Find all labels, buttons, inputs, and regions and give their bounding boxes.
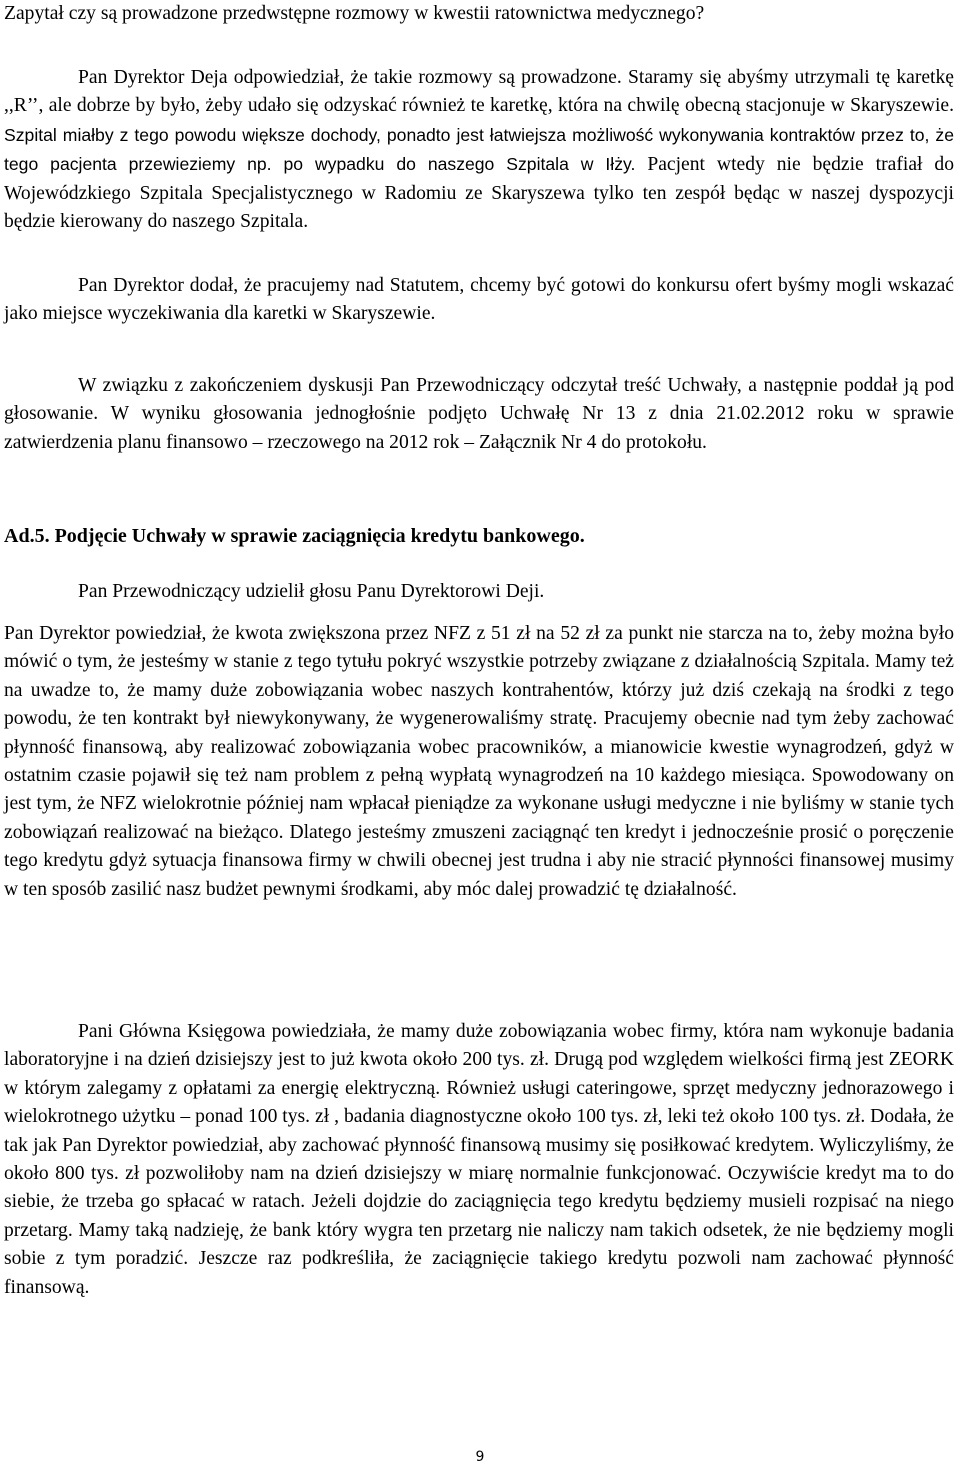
paragraph-text: Pani Główna Księgowa powiedziała, że mamy duże zobowiązania wobec firmy, która nam wykonuje badania laboratoryjne i na dzień dzisiejszy jest to już kwota około 200 tys. zł. Drugą pod względem wielkości firmą jest ZEORK w którym zalegamy z opłatami za energię elektryczną. Również usługi cateringowe, sprzęt medyczny jednorazowego i wielokrotnego użytku – ponad 100 tys. zł , badania diagnostyczne około 100 tys. zł, leki też około 100 tys. zł. Dodała, że tak jak Pan Dyrektor powiedział, aby zachować płynność finansową musimy się posiłkować kredytem. Wyliczyliśmy, że około 800 tys. zł pozwoliłoby nam na dzień dzisiejszy w miarę normalnie funkcjonować. Oczywiście kredyt ma to do siebie, że trzeba go spłacać w ratach. Jeżeli dojdzie do zaciągnięcia tego kredytu będziemy musieli rozpisać na niego przetarg. Mamy taką nadzieję, że bank który wygra ten przetarg nie naliczy nam takich odsetek, że nie będziemy mogli sobie z tym poradzić. Jeszcze raz podkreśliła, że zaciągnięcie takiego kredytu pozwoli nam zachować płynność finansową. <box>4 1021 954 1298</box>
section-heading: Ad.5. Podjęcie Uchwały w sprawie zaciągnięcia kredytu bankowego. <box>4 525 585 547</box>
paragraph-text: Pan Dyrektor Deja odpowiedział, że takie rozmowy są prowadzone. Staramy się abyśmy utrzymali tę karetkę ,,R’’, ale dobrze by było, żeby udało się odzyskać również te karetkę, która na chwilę obecną stacjonuje w Skaryszewie. <box>4 67 954 117</box>
page-number: 9 <box>475 1449 485 1465</box>
paragraph-question <box>4 0 954 28</box>
paragraph-text: Pan Dyrektor dodał, że pracujemy nad Statutem, chcemy być gotowi do konkursu ofert byśmy mogli wskazać jako miejsce wyczekiwania dla karetki w Skaryszewie. <box>4 275 954 325</box>
paragraph-director-statement <box>4 620 954 904</box>
paragraph-text-sans: Szpital miałby z tego powodu większe dochody, ponadto jest łatwiejsza możliwość wykonywania kontraktów przez to, że tego pacjenta przewieziemy np. po wypadku do naszego Szpitala w Iłży. <box>4 124 954 175</box>
paragraph-statute <box>4 272 954 329</box>
paragraph-text: Pan Dyrektor powiedział, że kwota zwiększona przez NFZ z 51 zł na 52 zł za punkt nie starcza na to, żeby można było mówić o tym, że jesteśmy w stanie z tego tytułu pokryć wszystkie potrzeby związane z działalnością Szpitala. Mamy też na uwadze to, że mamy duże zobowiązania wobec naszych kontrahentów, którzy już dziś czekają na środki z tego powodu, że ten kontrakt był niewykonywany, że wygenerowaliśmy stratę. Pracujemy obecnie nad tym żeby zachować płynność finansową, aby realizować zobowiązania wobec pracowników, a mianowicie kwestie wynagrodzeń, gdyż w ostatnim czasie pojawił się też nam problem z pełną wypłatą wynagrodzeń na 10 każdego miesiąca. Spowodowany on jest tym, że NFZ wielokrotnie później nam wpłacał pieniądze za wykonane usługi medyczne i nie byliśmy w stanie tych zobowiązań realizować na bieżąco. Dlatego jesteśmy zmuszeni zaciągnąć ten kredyt i jednocześnie prosić o poręczenie tego kredytu gdyż sytuacja finansowa firmy w chwili obecnej jest trudna i aby nie stracić płynności finansowej musimy w ten sposób zasilić nasz budżet pewnymi środkami, aby móc dalej prowadzić tę działalność. <box>4 623 954 900</box>
paragraph-director-response <box>4 64 954 236</box>
paragraph-text: W związku z zakończeniem dyskusji Pan Przewodniczący odczytał treść Uchwały, a następnie poddał ją pod głosowanie. W wyniku głosowania jednogłośnie podjęto Uchwałę Nr 13 z dnia 21.02.2012 roku w sprawie zatwierdzenia planu finansowo – rzeczowego na 2012 rok – Załącznik Nr 4 do protokołu. <box>4 375 954 453</box>
paragraph-resolution-vote <box>4 372 954 457</box>
paragraph-text: Pacjent wtedy nie będzie trafiał do Wojewódzkiego Szpitala Specjalistycznego w Radomiu ze Skaryszewa tylko ten zespół będąc w naszej dyspozycji będzie kierowany do naszego Szpitala. <box>4 154 954 233</box>
paragraph-text: Zapytał czy są prowadzone przedwstępne rozmowy w kwestii ratownictwa medycznego? <box>4 3 705 24</box>
paragraph-chairman <box>4 578 954 606</box>
paragraph-text: Pan Przewodniczący udzielił głosu Panu Dyrektorowi Deji. <box>78 581 545 602</box>
paragraph-chief-accountant <box>4 1018 954 1302</box>
